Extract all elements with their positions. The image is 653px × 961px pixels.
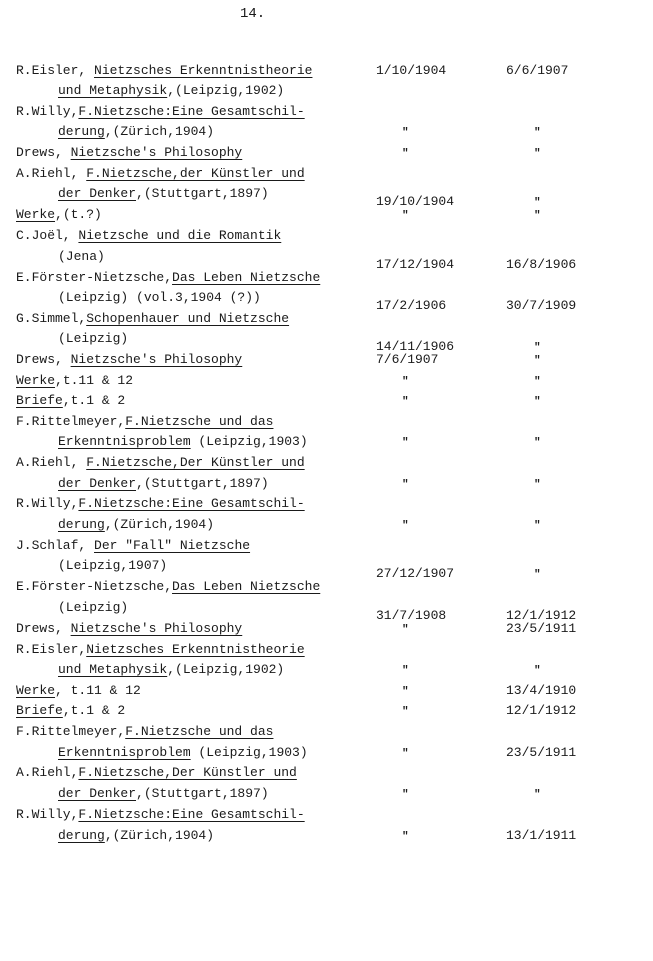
date-value: 19/10/1904 — [376, 194, 455, 209]
date-column-1 — [376, 205, 414, 226]
citation-text — [16, 681, 141, 701]
citation-text — [16, 412, 273, 432]
date-value: 17/12/1904 — [376, 257, 455, 272]
date-value: 16/8/1906 — [506, 257, 577, 272]
ditto-mark: " — [534, 355, 541, 367]
citation-title: F.Nietzsche,der Künstler und — [86, 166, 305, 181]
ditto-mark: " — [402, 376, 409, 388]
citation-text — [16, 494, 305, 514]
citation-text — [58, 184, 269, 204]
date-column-1 — [376, 681, 414, 702]
citation-title: Das Leben Nietzsche — [172, 579, 321, 594]
citation-title: der Denker — [58, 476, 137, 491]
ledger-line — [0, 556, 653, 581]
citation-detail: (Leipzig,1903) — [190, 434, 308, 449]
citation-text — [58, 556, 167, 576]
citation-title: derung — [58, 828, 105, 843]
ledger-line — [0, 722, 653, 742]
citation-detail: F.Rittelmeyer, — [16, 414, 126, 429]
citation-detail: ,(Stuttgart,1897) — [136, 186, 269, 201]
citation-title: Das Leben Nietzsche — [172, 270, 321, 285]
ledger-line — [0, 701, 653, 721]
date-value: 14/11/1906 — [376, 339, 455, 354]
citation-detail: R.Willy, — [16, 807, 79, 822]
ledger-line — [0, 164, 653, 184]
date-column-1 — [376, 826, 414, 847]
citation-title: F.Nietzsche:Eine Gesamtschil- — [78, 104, 305, 119]
citation-detail: C.Joël, — [16, 228, 79, 243]
ledger-line — [0, 268, 653, 288]
date-column-1 — [376, 474, 414, 495]
citation-detail: ,t.11 & 12 — [55, 373, 134, 388]
citation-detail: (Leipzig,1903) — [190, 745, 308, 760]
ledger-line — [0, 494, 653, 514]
citation-text — [58, 743, 308, 763]
ledger-line — [0, 536, 653, 556]
citation-text — [58, 598, 128, 618]
citation-text — [16, 371, 133, 391]
citation-text — [16, 577, 320, 597]
citation-title: der Denker — [58, 186, 137, 201]
citation-text — [16, 61, 312, 81]
citation-title: Erkenntnisproblem — [58, 745, 191, 760]
date-value: 27/12/1907 — [376, 566, 455, 581]
citation-detail: ,(Stuttgart,1897) — [136, 476, 269, 491]
citation-detail: A.Riehl, — [16, 166, 87, 181]
date-column-1 — [376, 350, 438, 370]
ledger-line — [0, 432, 653, 452]
ditto-mark: " — [534, 520, 541, 532]
citation-detail: R.Eisler, — [16, 63, 95, 78]
citation-text — [16, 205, 102, 225]
citation-title: Briefe — [16, 393, 63, 408]
date-column-2 — [506, 474, 546, 495]
date-value: 23/5/1911 — [506, 621, 577, 636]
date-column-2 — [506, 61, 568, 81]
ledger-line — [0, 288, 653, 313]
ditto-mark: " — [402, 148, 409, 160]
citation-detail: E.Förster-Nietzsche, — [16, 270, 173, 285]
date-column-2 — [506, 350, 546, 371]
ledger-line — [0, 515, 653, 535]
citation-text — [16, 536, 250, 556]
citation-text — [16, 268, 320, 288]
citation-text — [58, 515, 214, 535]
ditto-mark: " — [534, 479, 541, 491]
date-column-2 — [506, 619, 576, 639]
ledger-line — [0, 453, 653, 473]
citation-text — [16, 143, 242, 163]
citation-detail: ,(t.?) — [55, 207, 102, 222]
citation-detail: R.Eisler, — [16, 642, 87, 657]
ledger-line — [0, 681, 653, 701]
citation-title: F.Nietzsche,Der Künstler und — [78, 765, 297, 780]
ledger-line — [0, 205, 653, 225]
ledger-line — [0, 577, 653, 597]
citation-detail: ,(Stuttgart,1897) — [136, 786, 269, 801]
date-column-1 — [376, 701, 414, 722]
citation-title: Nietzsche's Philosophy — [70, 621, 243, 636]
page-number: 14. — [240, 6, 266, 22]
citation-detail: R.Willy, — [16, 496, 79, 511]
citation-text — [58, 474, 269, 494]
ledger-line — [0, 640, 653, 660]
ditto-mark: " — [534, 210, 541, 222]
citation-title: derung — [58, 124, 105, 139]
citation-text — [58, 81, 284, 101]
citation-title: der Denker — [58, 786, 137, 801]
citation-title: Der "Fall" Nietzsche — [94, 538, 251, 553]
citation-title: Werke — [16, 373, 56, 388]
citation-text — [16, 805, 305, 825]
ditto-mark: " — [534, 789, 541, 801]
citation-text — [58, 329, 128, 349]
date-column-1 — [376, 391, 414, 412]
date-column-2 — [506, 371, 546, 392]
ditto-mark: " — [534, 148, 541, 160]
date-column-1 — [376, 143, 414, 164]
ledger-line — [0, 102, 653, 122]
ledger-line — [0, 184, 653, 209]
ditto-mark: " — [534, 437, 541, 449]
date-column-2 — [506, 743, 576, 763]
citation-title: F.Nietzsche,Der Künstler und — [86, 455, 305, 470]
date-column-2 — [506, 122, 546, 143]
ditto-mark: " — [402, 210, 409, 222]
citation-title: Werke — [16, 207, 56, 222]
ditto-mark: " — [534, 342, 541, 354]
ledger-line — [0, 391, 653, 411]
date-column-1 — [376, 743, 414, 764]
citation-detail: ,(Zürich,1904) — [104, 124, 215, 139]
ledger-line — [0, 784, 653, 804]
ditto-mark: " — [402, 127, 409, 139]
citation-detail: R.Willy, — [16, 104, 79, 119]
ditto-mark: " — [402, 665, 409, 677]
date-column-2 — [506, 681, 576, 701]
ditto-mark: " — [534, 665, 541, 677]
citation-detail: ,(Leipzig,1902) — [167, 662, 285, 677]
citation-detail: G.Simmel, — [16, 311, 87, 326]
ditto-mark: " — [534, 569, 541, 581]
ledger-line — [0, 350, 653, 370]
citation-text — [58, 660, 284, 680]
ledger-line — [0, 660, 653, 680]
citation-title: F.Nietzsche und das — [125, 724, 274, 739]
date-value: 7/6/1907 — [376, 352, 439, 367]
citation-text — [16, 453, 305, 473]
date-value: 30/7/1909 — [506, 298, 577, 313]
ledger-line — [0, 763, 653, 783]
citation-text — [16, 701, 125, 721]
citation-text — [16, 226, 281, 246]
citation-title: F.Nietzsche und das — [125, 414, 274, 429]
ledger-line — [0, 329, 653, 354]
ditto-mark: " — [402, 831, 409, 843]
ledger-line — [0, 81, 653, 101]
citation-detail: (Jena) — [58, 249, 105, 264]
date-column-2 — [506, 143, 546, 164]
citation-title: Nietzsches Erkenntnistheorie — [86, 642, 305, 657]
citation-detail: (Leipzig) — [58, 600, 129, 615]
citation-title: Nietzsche's Philosophy — [70, 352, 243, 367]
ledger-line — [0, 412, 653, 432]
date-column-2 — [506, 660, 546, 681]
ditto-mark: " — [534, 376, 541, 388]
citation-text — [16, 350, 242, 370]
citation-text — [16, 164, 305, 184]
ledger-line — [0, 371, 653, 391]
date-value: 6/6/1907 — [506, 63, 569, 78]
ditto-mark: " — [534, 396, 541, 408]
date-value: 13/4/1910 — [506, 683, 577, 698]
citation-detail: J.Schlaf, — [16, 538, 95, 553]
citation-text — [16, 619, 242, 639]
ledger-line — [0, 61, 653, 81]
citation-text — [58, 432, 308, 452]
date-column-2 — [506, 515, 546, 536]
citation-text — [16, 102, 305, 122]
citation-text — [16, 391, 125, 411]
citation-detail: ,(Leipzig,1902) — [167, 83, 285, 98]
ledger-line — [0, 309, 653, 329]
ledger-line — [0, 805, 653, 825]
ditto-mark: " — [402, 706, 409, 718]
date-column-2 — [506, 701, 576, 721]
date-column-1 — [376, 660, 414, 681]
citation-title: F.Nietzsche:Eine Gesamtschil- — [78, 807, 305, 822]
citation-text — [16, 640, 305, 660]
citation-title: derung — [58, 517, 105, 532]
ditto-mark: " — [402, 437, 409, 449]
ledger-line — [0, 826, 653, 846]
date-column-2 — [506, 205, 546, 226]
date-value: 17/2/1906 — [376, 298, 447, 313]
date-column-1 — [376, 61, 446, 81]
ditto-mark: " — [402, 520, 409, 532]
citation-title: F.Nietzsche:Eine Gesamtschil- — [78, 496, 305, 511]
ditto-mark: " — [402, 748, 409, 760]
citation-text — [16, 763, 297, 783]
date-value: 12/1/1912 — [506, 608, 577, 623]
ditto-mark: " — [402, 479, 409, 491]
citation-detail: , t.11 & 12 — [55, 683, 141, 698]
citation-detail: Drews, — [16, 145, 71, 160]
citation-detail: E.Förster-Nietzsche, — [16, 579, 173, 594]
citation-title: Briefe — [16, 703, 63, 718]
ditto-mark: " — [402, 686, 409, 698]
date-column-1 — [376, 371, 414, 392]
citation-detail: (Leipzig,1907) — [58, 558, 168, 573]
citation-title: Erkenntnisproblem — [58, 434, 191, 449]
date-column-1 — [376, 122, 414, 143]
date-value: 12/1/1912 — [506, 703, 577, 718]
ditto-mark: " — [534, 197, 541, 209]
date-value: 13/1/1911 — [506, 828, 577, 843]
citation-detail: A.Riehl, — [16, 765, 79, 780]
citation-title: Werke — [16, 683, 56, 698]
date-column-1 — [376, 432, 414, 453]
date-value: 23/5/1911 — [506, 745, 577, 760]
ledger-line — [0, 226, 653, 246]
citation-detail: ,t.1 & 2 — [62, 703, 126, 718]
citation-detail: A.Riehl, — [16, 455, 87, 470]
date-column-2 — [506, 826, 576, 846]
citation-detail: ,(Zürich,1904) — [104, 517, 215, 532]
date-column-1 — [376, 619, 414, 640]
citation-title: Nietzsches Erkenntnistheorie — [94, 63, 313, 78]
ledger-line — [0, 474, 653, 494]
citation-text — [16, 309, 289, 329]
ledger-line — [0, 619, 653, 639]
ditto-mark: " — [534, 127, 541, 139]
ledger-line — [0, 598, 653, 623]
ditto-mark: " — [402, 789, 409, 801]
citation-detail: ,t.1 & 2 — [62, 393, 126, 408]
citation-detail: (Leipzig) (vol.3,1904 (?)) — [58, 290, 261, 305]
citation-title: und Metaphysik — [58, 83, 168, 98]
ledger-line — [0, 122, 653, 142]
citation-detail: ,(Zürich,1904) — [104, 828, 215, 843]
citation-text — [58, 247, 105, 267]
citation-text — [58, 122, 214, 142]
citation-detail: F.Rittelmeyer, — [16, 724, 126, 739]
citation-text — [58, 288, 261, 308]
citation-detail: Drews, — [16, 352, 71, 367]
date-value: 31/7/1908 — [376, 608, 447, 623]
date-column-2 — [506, 391, 546, 412]
citation-title: Nietzsche's Philosophy — [70, 145, 243, 160]
citation-text — [58, 826, 214, 846]
date-column-1 — [376, 515, 414, 536]
citation-title: Nietzsche und die Romantik — [78, 228, 282, 243]
date-column-2 — [506, 784, 546, 805]
ledger-line — [0, 247, 653, 272]
ledger-line — [0, 143, 653, 163]
citation-title: Schopenhauer und Nietzsche — [86, 311, 290, 326]
citation-text — [16, 722, 273, 742]
citation-detail: Drews, — [16, 621, 71, 636]
ditto-mark: " — [402, 624, 409, 636]
citation-text — [58, 784, 269, 804]
date-column-1 — [376, 784, 414, 805]
citation-title: und Metaphysik — [58, 662, 168, 677]
date-column-2 — [506, 432, 546, 453]
ditto-mark: " — [402, 396, 409, 408]
date-value: 1/10/1904 — [376, 63, 447, 78]
citation-detail: (Leipzig) — [58, 331, 129, 346]
ledger-line — [0, 743, 653, 763]
